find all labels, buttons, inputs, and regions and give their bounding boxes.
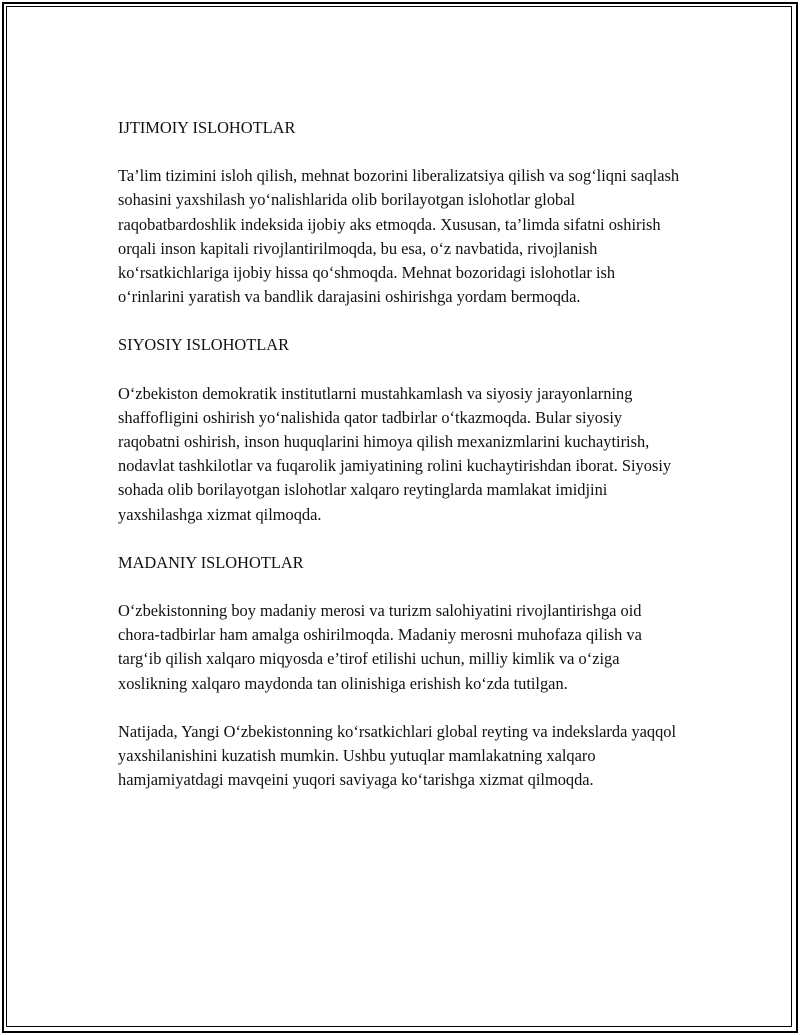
section-paragraph-political: O‘zbekiston demokratik institutlarni mustahkamlash va siyosiy jarayonlarning shaffofligini oshirish yo‘nalishida qator tadbirlar o‘tkazmoqda. Bular siyosiy raqobatni oshirish, inson huquqlarini himoya qilish mexanizmlarini kuchaytirish, nodavlat tashkilotlar va fuqarolik jamiyatining rolini kuchaytirishdan iborat. Siyosiy sohada olib borilayotgan islohotlar xalqaro reytinglarda mamlakat imidjini yaxshilashga xizmat qilmoqda. [118, 383, 672, 524]
document-body [118, 116, 684, 816]
conclusion-paragraph: Natijada, Yangi O‘zbekistonning ko‘rsatkichlari global reyting va indekslarda yaqqol yaxshilanishini kuzatish mumkin. Ushbu yutuqlar mamlakatning xalqaro hamjamiyatdagi mavqeini yuqori saviyaga ko‘tarishga xizmat qilmoqda. [118, 721, 677, 790]
section-paragraph-social: Ta’lim tizimini isloh qilish, mehnat bozorini liberalizatsiya qilish va sog‘liqni saqlash sohasini yaxshilash yo‘nalishlarida olib borilayotgan islohotlar global raqobatbardoshlik indeksida ijobiy aks etmoqda. Xususan, ta’limda sifatni oshirish orqali inson kapitali rivojlantirilmoqda, bu esa, o‘z navbatida, rivojlanish ko‘rsatkichlariga ijobiy hissa qo‘shmoqda. Mehnat bozoridagi islohotlar ish o‘rinlarini yaratish va bandlik darajasini oshirishga yordam bermoqda. [118, 166, 680, 307]
section-paragraph-cultural: O‘zbekistonning boy madaniy merosi va turizm salohiyatini rivojlantirishga oid chora-tadbirlar ham amalga oshirilmoqda. Madaniy merosni muhofaza qilish va targ‘ib qilish xalqaro miqyosda e’tirof etilishi uchun, milliy kimlik va o‘ziga xoslikning xalqaro maydonda tan olinishiga erishish ko‘zda tutilgan. [118, 601, 642, 693]
section-heading-political: SIYOSIY ISLOHOTLAR [118, 335, 290, 355]
section-heading-social: IJTIMOIY ISLOHOTLAR [118, 118, 296, 137]
section-heading-cultural: MADANIY ISLOHOTLAR [118, 552, 304, 572]
